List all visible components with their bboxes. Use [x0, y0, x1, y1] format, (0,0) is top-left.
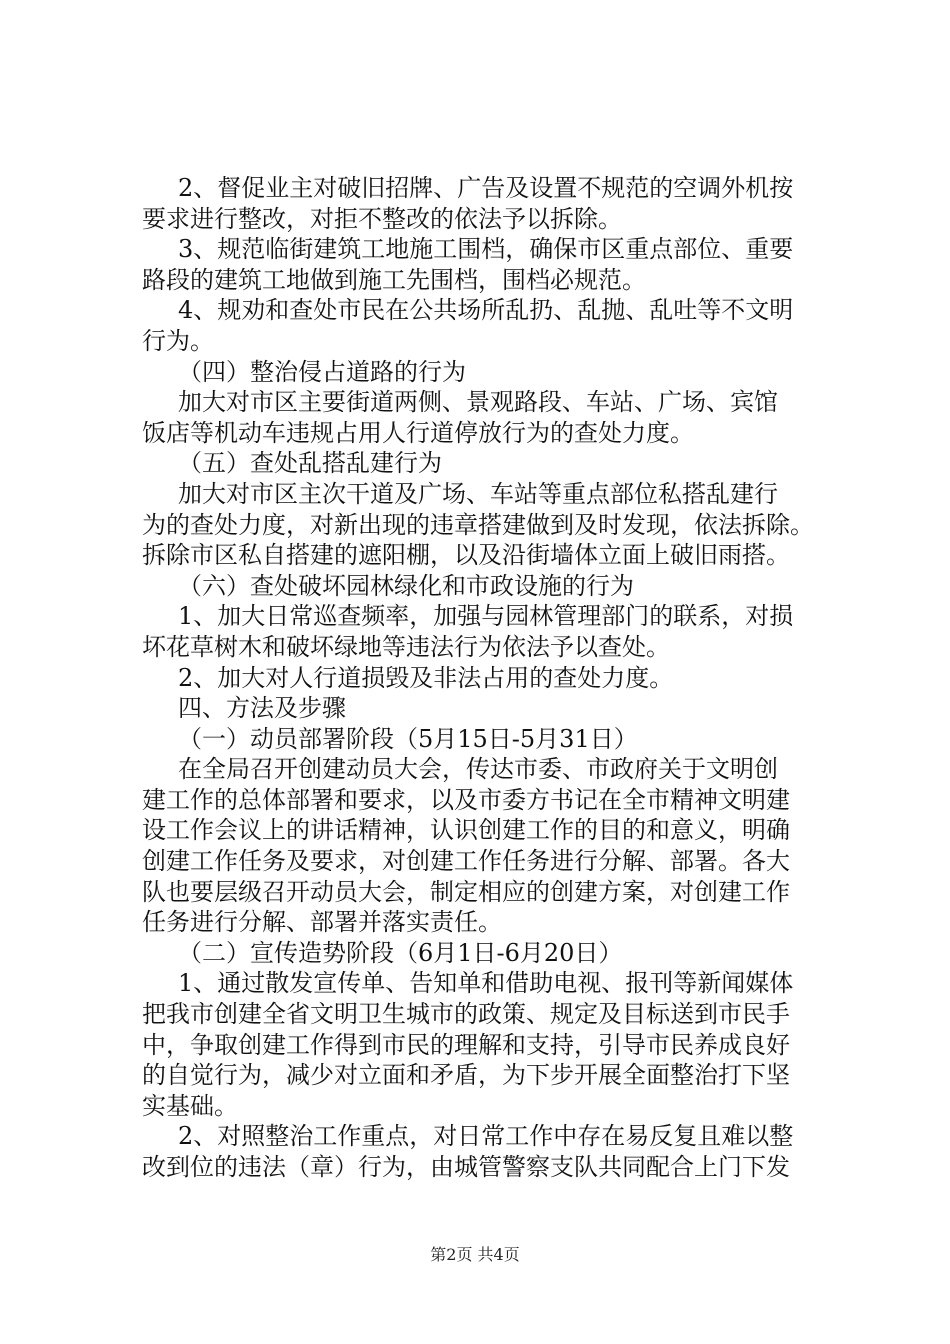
text-line: 加大对市区主要街道两侧、景观路段、车站、广场、宾馆 [178, 388, 778, 416]
section-heading: （六）查处破坏园林绿化和市政设施的行为 [178, 572, 634, 600]
text-line: 饭店等机动车违规占用人行道停放行为的查处力度。 [142, 419, 694, 447]
text-line: 加大对市区主次干道及广场、车站等重点部位私搭乱建行 [178, 480, 778, 508]
text-line: 在全局召开创建动员大会，传达市委、市政府关于文明创 [178, 755, 778, 783]
section-heading: 四、方法及步骤 [178, 694, 346, 722]
text-line: 改到位的违法（章）行为，由城管警察支队共同配合上门下发 [142, 1153, 790, 1181]
text-line: 路段的建筑工地做到施工先围档，围档必规范。 [142, 266, 646, 294]
text-line: 创建工作任务及要求，对创建工作任务进行分解、部署。各大 [142, 847, 790, 875]
text-line: 中，争取创建工作得到市民的理解和支持，引导市民养成良好 [142, 1031, 790, 1059]
text-line: 要求进行整改，对拒不整改的依法予以拆除。 [142, 205, 622, 233]
text-line: 2、对照整治工作重点，对日常工作中存在易反复且难以整 [178, 1122, 794, 1150]
text-line: 任务进行分解、部署并落实责任。 [142, 908, 502, 936]
text-line: 队也要层级召开动员大会，制定相应的创建方案，对创建工作 [142, 878, 790, 906]
text-line: 4、规劝和查处市民在公共场所乱扔、乱抛、乱吐等不文明 [178, 296, 794, 324]
text-line: 建工作的总体部署和要求，以及市委方书记在全市精神文明建 [142, 786, 790, 814]
text-line: 为的查处力度，对新出现的违章搭建做到及时发现，依法拆除。 [142, 511, 814, 539]
section-heading: （四）整治侵占道路的行为 [178, 358, 466, 386]
text-line: 1、通过散发宣传单、告知单和借助电视、报刊等新闻媒体 [178, 969, 794, 997]
page-footer [0, 1244, 950, 1266]
text-line: 1、加大日常巡查频率，加强与园林管理部门的联系，对损 [178, 602, 794, 630]
text-line: 2、督促业主对破旧招牌、广告及设置不规范的空调外机按 [178, 174, 794, 202]
text-line: 把我市创建全省文明卫生城市的政策、规定及目标送到市民手 [142, 1000, 790, 1028]
text-line: 设工作会议上的讲话精神，认识创建工作的目的和意义，明确 [142, 816, 790, 844]
text-line: 坏花草树木和破坏绿地等违法行为依法予以查处。 [142, 633, 670, 661]
text-line: 拆除市区私自搭建的遮阳棚，以及沿街墙体立面上破旧雨搭。 [142, 541, 790, 569]
text-line: 2、加大对人行道损毁及非法占用的查处力度。 [178, 664, 674, 692]
text-line: 的自觉行为，减少对立面和矛盾，为下步开展全面整治打下坚 [142, 1061, 790, 1089]
text-line: 行为。 [142, 327, 214, 355]
page-number-label: 第2页 共4页 [430, 1245, 520, 1264]
section-heading: （一）动员部署阶段（5月15日-5月31日） [178, 725, 638, 753]
text-line: 3、规范临街建筑工地施工围档，确保市区重点部位、重要 [178, 235, 794, 263]
text-line: 实基础。 [142, 1092, 238, 1120]
section-heading: （五）查处乱搭乱建行为 [178, 449, 442, 477]
section-heading: （二）宣传造势阶段（6月1日-6月20日） [178, 939, 623, 967]
